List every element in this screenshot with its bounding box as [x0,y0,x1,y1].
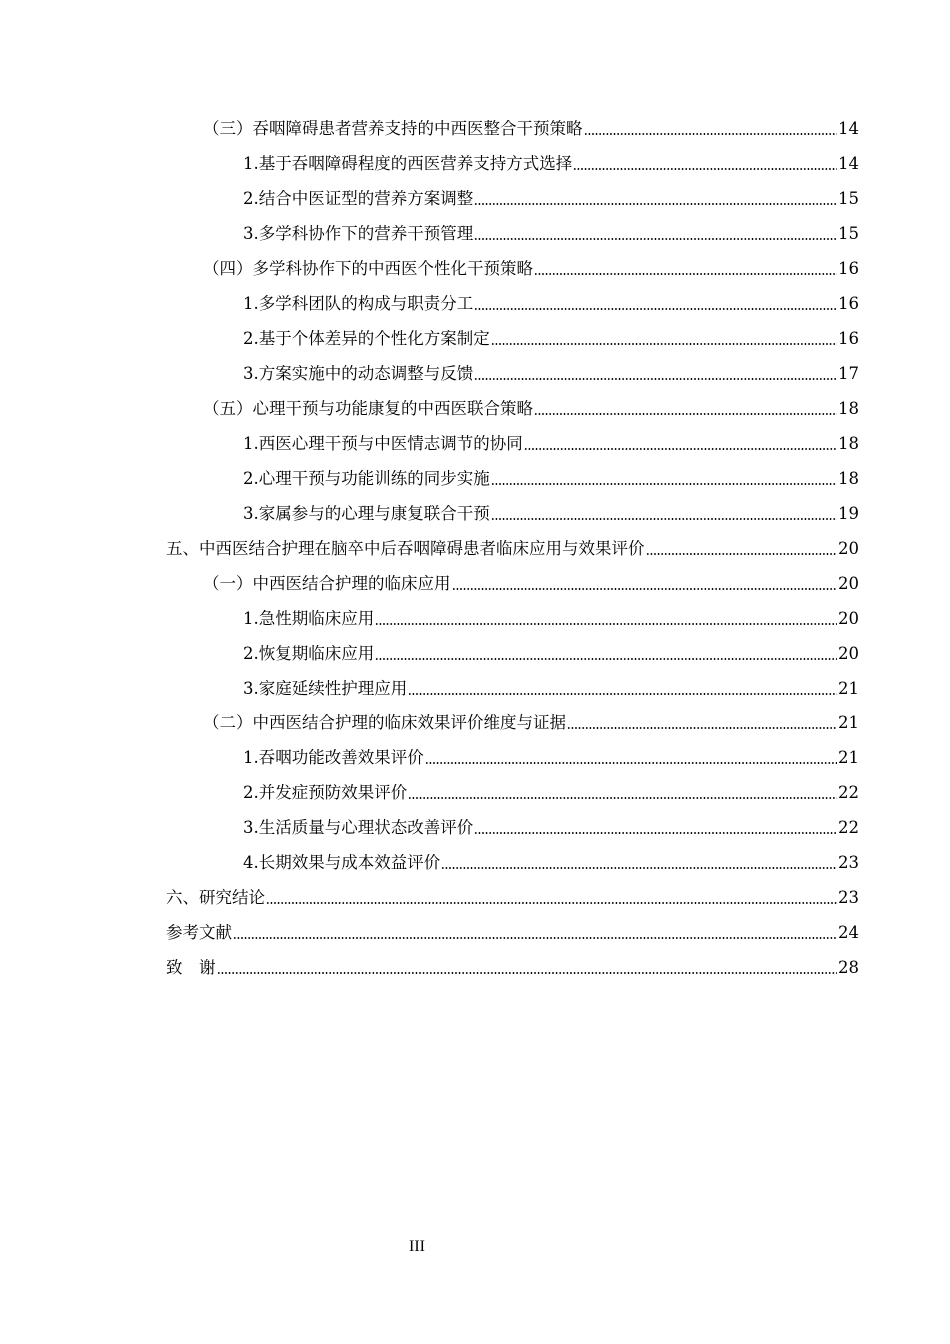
toc-entry[interactable] [243,462,859,490]
toc-entry[interactable] [166,532,859,560]
toc-entry-page: 14 [838,154,859,173]
toc-entry-page: 22 [838,818,859,837]
toc-dot-leader [491,483,837,485]
toc-dot-leader [266,902,837,904]
toc-entry-title: 2.基于个体差异的个性化方案制定 [243,329,490,348]
toc-entry[interactable] [243,322,859,350]
toc-entry-page: 21 [838,713,859,732]
toc-entry-page: 15 [838,189,859,208]
toc-entry[interactable] [243,811,859,839]
toc-entry[interactable] [166,951,859,979]
toc-entry-page: 20 [838,644,859,663]
toc-entry-page: 24 [838,923,859,942]
toc-entry-page: 14 [838,119,859,138]
toc-entry-title: （一）中西医结合护理的临床应用 [203,574,451,593]
toc-dot-leader [567,727,837,729]
toc-entry-title: 2.心理干预与功能训练的同步实施 [243,469,490,488]
toc-entry[interactable] [243,602,859,630]
toc-entry-title: 1.西医心理干预与中医情志调节的协同 [243,434,523,453]
toc-entry-page: 16 [838,294,859,313]
toc-dot-leader [474,308,837,310]
toc-entry[interactable] [243,637,859,665]
toc-entry-title: 1.基于吞咽障碍程度的西医营养支持方式选择 [243,154,573,173]
toc-entry[interactable] [203,706,859,734]
toc-entry-page: 20 [838,539,859,558]
toc-entry-page: 16 [838,329,859,348]
toc-entry-title: 1.多学科团队的构成与职责分工 [243,294,474,313]
toc-entry[interactable] [243,672,859,700]
page-number: III [409,1238,425,1255]
toc-dot-leader [217,972,838,974]
toc-entry-title: （四）多学科协作下的中西医个性化干预策略 [203,259,533,278]
toc-dot-leader [646,553,838,555]
toc-entry-title: 2.并发症预防效果评价 [243,783,408,802]
toc-entry-title: （五）心理干预与功能康复的中西医联合策略 [203,399,533,418]
toc-entry-title: 参考文献 [166,923,232,942]
toc-dot-leader [474,378,837,380]
toc-entry[interactable] [243,497,859,525]
toc-entry[interactable] [243,147,859,175]
toc-dot-leader [425,762,837,764]
toc-entry[interactable] [243,427,859,455]
toc-entry-page: 18 [838,434,859,453]
toc-entry[interactable] [203,567,859,595]
toc-entry-title: （三）吞咽障碍患者营养支持的中西医整合干预策略 [203,119,583,138]
toc-entry-title: 2.结合中医证型的营养方案调整 [243,189,474,208]
toc-entry-title: （二）中西医结合护理的临床效果评价维度与证据 [203,713,566,732]
toc-entry-page: 16 [838,259,859,278]
toc-entry-title: 致 谢 [166,958,216,977]
toc-entry[interactable] [243,217,859,245]
toc-entry[interactable] [203,252,859,280]
toc-entry-title: 2.恢复期临床应用 [243,644,375,663]
toc-entry-page: 18 [838,469,859,488]
toc-entry-title: 4.长期效果与成本效益评价 [243,853,441,872]
toc-dot-leader [474,203,837,205]
toc-entry-page: 22 [838,783,859,802]
toc-entry[interactable] [166,916,859,944]
toc-entry-page: 19 [838,504,859,523]
toc-dot-leader [534,413,837,415]
toc-entry[interactable] [243,776,859,804]
toc-dot-leader [474,238,837,240]
toc-entry-page: 21 [838,679,859,698]
toc-dot-leader [524,448,837,450]
toc-entry-title: 3.多学科协作下的营养干预管理 [243,224,474,243]
toc-dot-leader [233,937,837,939]
toc-entry-title: 六、研究结论 [166,888,265,907]
toc-entry[interactable] [243,846,859,874]
toc-entry-page: 23 [838,888,859,907]
toc-dot-leader [534,273,837,275]
toc-dot-leader [408,693,837,695]
toc-entry[interactable] [243,357,859,385]
toc-entry-title: 3.家属参与的心理与康复联合干预 [243,504,490,523]
toc-entry-title: 3.家庭延续性护理应用 [243,679,408,698]
toc-entry-title: 3.方案实施中的动态调整与反馈 [243,364,474,383]
toc-dot-leader [573,168,837,170]
toc-entry-page: 21 [838,748,859,767]
toc-entry[interactable] [203,392,859,420]
toc-entry[interactable] [166,881,859,909]
toc-entry-title: 3.生活质量与心理状态改善评价 [243,818,474,837]
toc-dot-leader [375,623,837,625]
toc-entry-page: 17 [838,364,859,383]
toc-dot-leader [474,832,837,834]
toc-dot-leader [491,343,837,345]
toc-dot-leader [584,133,838,135]
toc-entry[interactable] [243,287,859,315]
toc-entry-page: 20 [838,574,859,593]
toc-entry-page: 28 [838,958,859,977]
toc-dot-leader [375,658,837,660]
toc-entry-title: 1.急性期临床应用 [243,609,375,628]
toc-entry[interactable] [243,182,859,210]
toc-dot-leader [441,867,837,869]
toc-entry-page: 20 [838,609,859,628]
toc-entry-page: 18 [838,399,859,418]
toc-dot-leader [452,588,838,590]
toc-dot-leader [491,518,837,520]
toc-entry-title: 五、中西医结合护理在脑卒中后吞咽障碍患者临床应用与效果评价 [166,539,645,558]
toc-entry-page: 15 [838,224,859,243]
toc-entry-page: 23 [838,853,859,872]
toc-entry-title: 1.吞咽功能改善效果评价 [243,748,424,767]
toc-entry[interactable] [243,741,859,769]
toc-dot-leader [408,797,837,799]
toc-entry[interactable] [203,112,859,140]
